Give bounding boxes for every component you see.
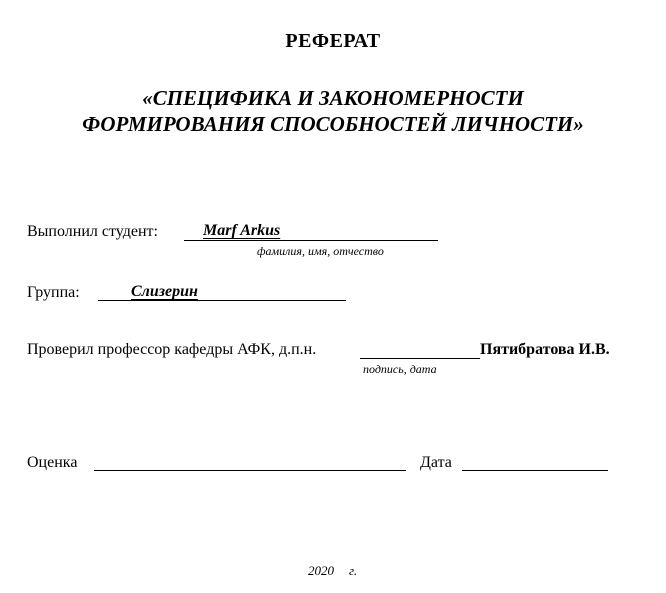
- reviewer-signature-hint: подпись, дата: [363, 362, 437, 376]
- topic-line-1: «СПЕЦИФИКА И ЗАКОНОМЕРНОСТИ: [142, 86, 524, 110]
- date-label: Дата: [420, 454, 452, 471]
- reviewer-name: Пятибратова И.В.: [480, 341, 610, 358]
- grade-line[interactable]: [94, 470, 406, 471]
- group-label: Группа:: [27, 284, 80, 301]
- student-name-hint: фамилия, имя, отчество: [257, 244, 384, 258]
- grade-label: Оценка: [27, 454, 78, 471]
- date-line[interactable]: [462, 470, 608, 471]
- reviewer-label: Проверил профессор кафедры АФК, д.п.н.: [27, 341, 317, 358]
- document-title: РЕФЕРАТ: [285, 30, 381, 52]
- topic-line-2: ФОРМИРОВАНИЯ СПОСОБНОСТЕЙ ЛИЧНОСТИ»: [82, 112, 584, 136]
- reviewer-signature-line[interactable]: [360, 358, 480, 359]
- student-name[interactable]: Marf Arkus: [203, 222, 281, 239]
- footer-year-suffix: г.: [349, 563, 358, 578]
- footer-year: 2020: [308, 563, 334, 578]
- group-value[interactable]: Слизерин: [131, 283, 198, 300]
- student-label: Выполнил студент:: [27, 223, 158, 240]
